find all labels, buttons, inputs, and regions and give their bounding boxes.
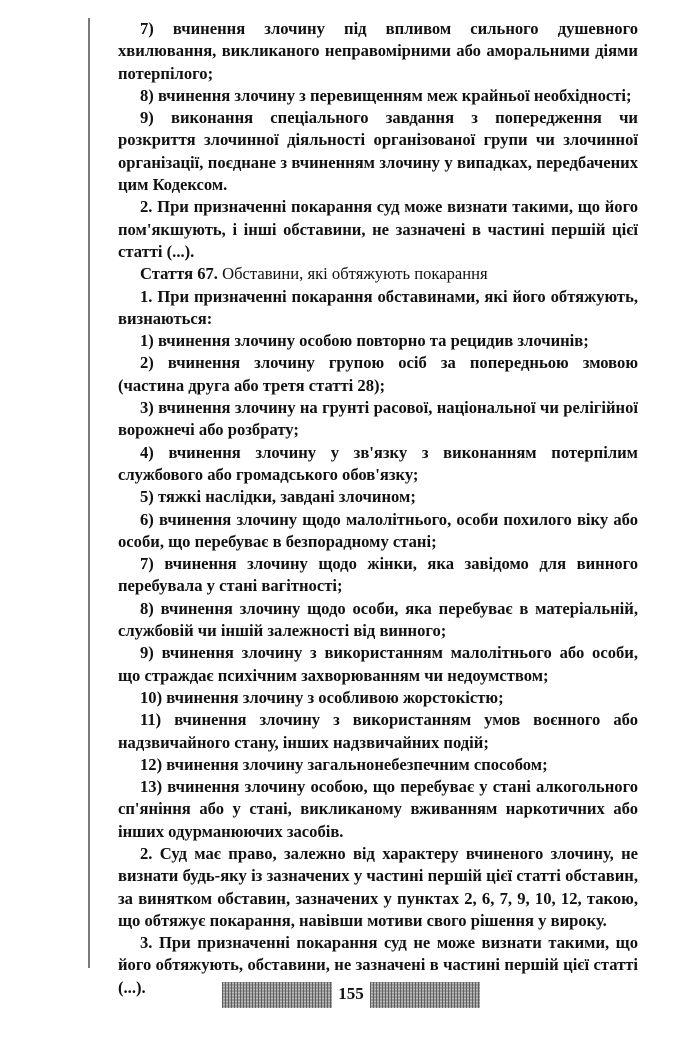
paragraph-3-aggravating: 3. При призначенні покарання суд не може визнати такими, що його обтяжують, обставини, не зазначені в частині першій цієї статті (...).: [118, 933, 638, 997]
item-9-mitigating: 9) виконання спеціального завдання з попередження чи розкриття злочинної діяльності організованої групи чи злочинної організації, поєднане з вчиненням злочину у випадках, передбачених цим Кодексом.: [118, 108, 638, 195]
page-text: [118, 18, 638, 999]
item-6-aggravating: 6) вчинення злочину щодо малолітнього, особи похилого віку або особи, що перебуває в безпорадному стані;: [118, 509, 638, 551]
article-67-heading: [118, 263, 638, 285]
item-4-aggravating: 4) вчинення злочину у зв'язку з виконанням потерпілим службового або громадського обов'язку;: [118, 442, 638, 484]
paragraph-2-aggravating: 2. Суд має право, залежно від характеру вчиненого злочину, не визнати будь-яку із зазначених у частині першій цієї статті обставин, за винятком обставин, зазначених у пунктах 2, 6, 7, 9, 10, 12, такою, що обтяжує покарання, навівши мотиви свого рішення у вироку.: [118, 843, 638, 930]
item-7-aggravating: 7) вчинення злочину щодо жінки, яка завідомо для винного перебувала у стані вагітності;: [118, 554, 638, 596]
item-10-aggravating: 10) вчинення злочину з особливою жорстокістю;: [140, 687, 504, 707]
paragraph-1-aggravating: 1. При призначенні покарання обставинами, які його обтяжують, визнаються:: [118, 286, 638, 328]
item-7-mitigating: 7) вчинення злочину під впливом сильного душевного хвилювання, викликаного неправомірними або аморальними діями потерпілого;: [118, 19, 638, 83]
margin-rule: [88, 18, 90, 968]
article-title: Обставини, які обтяжують покарання: [217, 264, 488, 284]
item-12-aggravating: 12) вчинення злочину загальнонебезпечним способом;: [140, 754, 548, 774]
footer-ornament-left: [222, 982, 332, 1008]
item-11-aggravating: 11) вчинення злочину з використанням умов воєнного або надзвичайного стану, інших надзвичайних подій;: [118, 710, 638, 752]
item-8-aggravating: 8) вчинення злочину щодо особи, яка перебуває в матеріальній, службовій чи іншій залежності від винного;: [118, 598, 638, 641]
item-2-aggravating: 2) вчинення злочину групою осіб за попередньою змовою (частина друга або третя статті 28);: [118, 353, 638, 395]
item-13-aggravating: 13) вчинення злочину особою, що перебуває у стані алкогольного сп'яніння або у стані, викликаному вживанням наркотичних або інших одурманюючих засобів.: [118, 777, 638, 841]
item-8-mitigating: 8) вчинення злочину з перевищенням меж крайньої необхідності;: [140, 85, 632, 105]
page-footer: [0, 978, 700, 1012]
article-number: Стаття 67.: [140, 264, 218, 284]
item-5-aggravating: 5) тяжкі наслідки, завдані злочином;: [140, 487, 416, 507]
item-3-aggravating: 3) вчинення злочину на грунті расової, національної чи релігійної ворожнечі або розбрату;: [118, 398, 638, 440]
footer-ornament-right: [370, 982, 480, 1008]
item-9-aggravating: 9) вчинення злочину з використанням малолітнього або особи, що страждає психічним захворюванням чи недоумством;: [118, 643, 638, 685]
item-1-aggravating: 1) вчинення злочину особою повторно та рецидив злочинів;: [140, 331, 589, 351]
paragraph-2-mitigating: 2. При призначенні покарання суд може визнати такими, що його пом'якшують, і інші обставини, не зазначені в частині першій цієї статті (...).: [118, 197, 638, 261]
page-number: 155: [338, 984, 364, 1003]
